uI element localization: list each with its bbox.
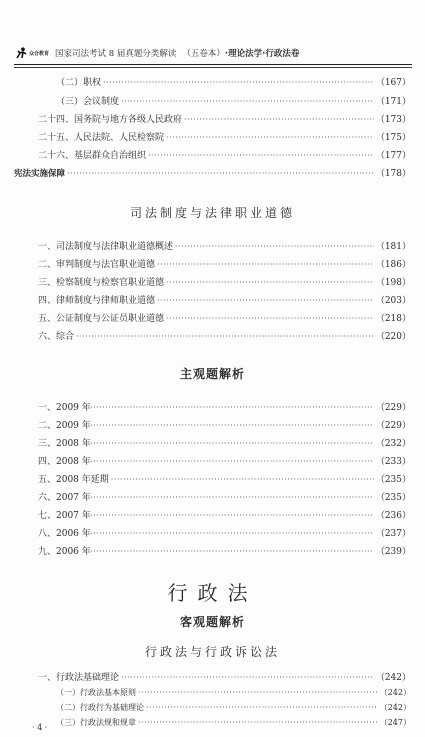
toc-entry[interactable] (38, 671, 411, 684)
dot-leader (84, 419, 374, 432)
running-header (14, 46, 412, 60)
page-number: · 4 · (32, 723, 48, 732)
dot-leader (121, 671, 374, 684)
volume-label: （五卷本） (182, 49, 225, 59)
toc-entry-page: （242） (379, 688, 411, 697)
toc-entry-title: 九、2006 年 (38, 547, 91, 557)
toc-entry-page: （239） (375, 547, 411, 557)
dot-leader (148, 149, 374, 162)
subject-label: ·理论法学·行政法卷 (224, 49, 300, 59)
header-rule (14, 64, 412, 65)
toc-entry-title: （一）行政法基本原则 (56, 688, 136, 697)
toc-entry-page: （203） (375, 296, 411, 306)
dot-leader (175, 240, 374, 253)
dot-leader (166, 131, 374, 144)
section-subheading: 客观题解析 (179, 615, 245, 629)
dot-leader (76, 330, 374, 343)
toc-entry[interactable] (56, 686, 411, 699)
toc-entry[interactable] (38, 294, 411, 307)
toc-entry-title: 五、2008 年延期 (38, 475, 109, 485)
toc-entry-page: （235） (375, 493, 411, 503)
toc-entry[interactable] (56, 95, 411, 108)
toc-entry[interactable] (38, 240, 411, 253)
toc-entry-title: 一、2009 年 (38, 403, 91, 413)
dot-leader (146, 701, 378, 714)
toc-entry-page: （236） (375, 511, 411, 521)
section-heading: 行政法与行政诉讼法 (144, 645, 280, 659)
toc-entry-title: 五、公证制度与公证员职业道德 (38, 314, 165, 324)
toc-entry-title: （三）会议制度 (56, 97, 120, 107)
toc-entry-page: （220） (375, 332, 411, 342)
dot-leader (166, 312, 374, 325)
toc-entry[interactable] (56, 716, 411, 729)
toc-entry[interactable] (38, 473, 411, 486)
toc-entry-page: （233） (375, 457, 411, 467)
toc-entry-page: （175） (375, 133, 411, 143)
toc-entry-page: （232） (375, 439, 411, 449)
toc-entry[interactable] (38, 113, 411, 126)
toc-entry-page: （198） (375, 278, 411, 288)
toc-entry[interactable] (38, 491, 411, 504)
section-heading: 主观题解析 (179, 367, 245, 381)
toc-entry-page: （167） (375, 78, 411, 88)
toc-entry-page: （177） (375, 151, 411, 161)
toc-entry-title: （二）职权 (56, 78, 102, 88)
dot-leader (84, 401, 374, 414)
toc-entry-title: 二、2009 年 (38, 421, 91, 431)
dot-leader (84, 509, 374, 522)
dot-leader (111, 473, 374, 486)
toc-entry-title: 二十五、人民法院、人民检察院 (38, 133, 165, 143)
toc-entry-title: 六、2007 年 (38, 493, 91, 503)
toc-entry-page: （186） (375, 260, 411, 270)
toc-entry[interactable] (38, 455, 411, 468)
toc-entry-page: （237） (375, 529, 411, 539)
toc-entry-title: 一、司法制度与法律职业道德概述 (38, 242, 174, 252)
toc-entry-page: （235） (375, 475, 411, 485)
toc-entry-title: 一、行政法基础理论 (38, 673, 120, 683)
toc-entry-page: （242） (375, 673, 411, 683)
toc-entry-title: 六、综合 (38, 332, 75, 342)
toc-entry[interactable] (38, 330, 411, 343)
part-title: 行政法 (167, 581, 258, 605)
toc-entry-page: （247） (379, 718, 411, 727)
dot-leader (84, 545, 374, 558)
toc-entry[interactable] (38, 258, 411, 271)
toc-entry[interactable] (38, 401, 411, 414)
toc-entry-title: 二十六、基层群众自治组织 (38, 151, 147, 161)
toc-entry[interactable] (38, 527, 411, 540)
toc-entry[interactable] (38, 419, 411, 432)
toc-entry-page: （178） (375, 169, 411, 179)
dot-leader (138, 716, 378, 729)
toc-entry-page: （242） (379, 703, 411, 712)
book-title: 国家司法考试 8 届真题分类解读 (55, 49, 177, 59)
toc-entry[interactable] (38, 131, 411, 144)
toc-entry-page: （229） (375, 403, 411, 413)
dot-leader (157, 294, 374, 307)
dot-leader (67, 167, 374, 180)
runner-logo-icon (14, 47, 28, 59)
toc-entry-page: （229） (375, 421, 411, 431)
dot-leader (166, 276, 374, 289)
toc-entry[interactable] (38, 437, 411, 450)
toc-entry[interactable] (38, 509, 411, 522)
toc-entry[interactable] (38, 149, 411, 162)
toc-entry[interactable] (14, 167, 411, 180)
toc-entry-title: 七、2007 年 (38, 511, 91, 521)
toc-entry[interactable] (56, 76, 411, 89)
section-heading: 司法制度与法律职业道德 (129, 206, 295, 220)
dot-leader (84, 527, 374, 540)
toc-entry[interactable] (38, 276, 411, 289)
dot-leader (121, 95, 374, 108)
toc-entry[interactable] (56, 701, 411, 714)
toc-entry-title: （三）行政法规和规章 (56, 718, 136, 727)
toc-entry[interactable] (38, 312, 411, 325)
toc-entry-title: 二、审判制度与法官职业道德 (38, 260, 156, 270)
toc-entry-title: 宪法实施保障 (14, 169, 66, 179)
toc-entry-title: （二）行政行为基础理论 (56, 703, 144, 712)
toc-entry-page: （181） (375, 242, 411, 252)
toc-entry-title: 三、检察制度与检察官职业道德 (38, 278, 165, 288)
publisher-logo (14, 47, 49, 59)
header-rule-thin (14, 67, 412, 68)
dot-leader (84, 455, 374, 468)
dot-leader (84, 491, 374, 504)
toc-entry-title: 二十四、国务院与地方各级人民政府 (38, 115, 183, 125)
dot-leader (103, 76, 374, 89)
toc-entry-title: 四、律师制度与律师职业道德 (38, 296, 156, 306)
dot-leader (184, 113, 374, 126)
toc-entry[interactable] (38, 545, 411, 558)
dot-leader (157, 258, 374, 271)
toc-entry-title: 三、2008 年 (38, 439, 91, 449)
toc-entry-page: （171） (375, 97, 411, 107)
dot-leader (138, 686, 378, 699)
logo-text: 众合教育 (29, 50, 50, 57)
toc-entry-page: （218） (375, 314, 411, 324)
toc-entry-page: （173） (375, 115, 411, 125)
dot-leader (84, 437, 374, 450)
toc-entry-title: 四、2008 年 (38, 457, 91, 467)
toc-entry-title: 八、2006 年 (38, 529, 91, 539)
